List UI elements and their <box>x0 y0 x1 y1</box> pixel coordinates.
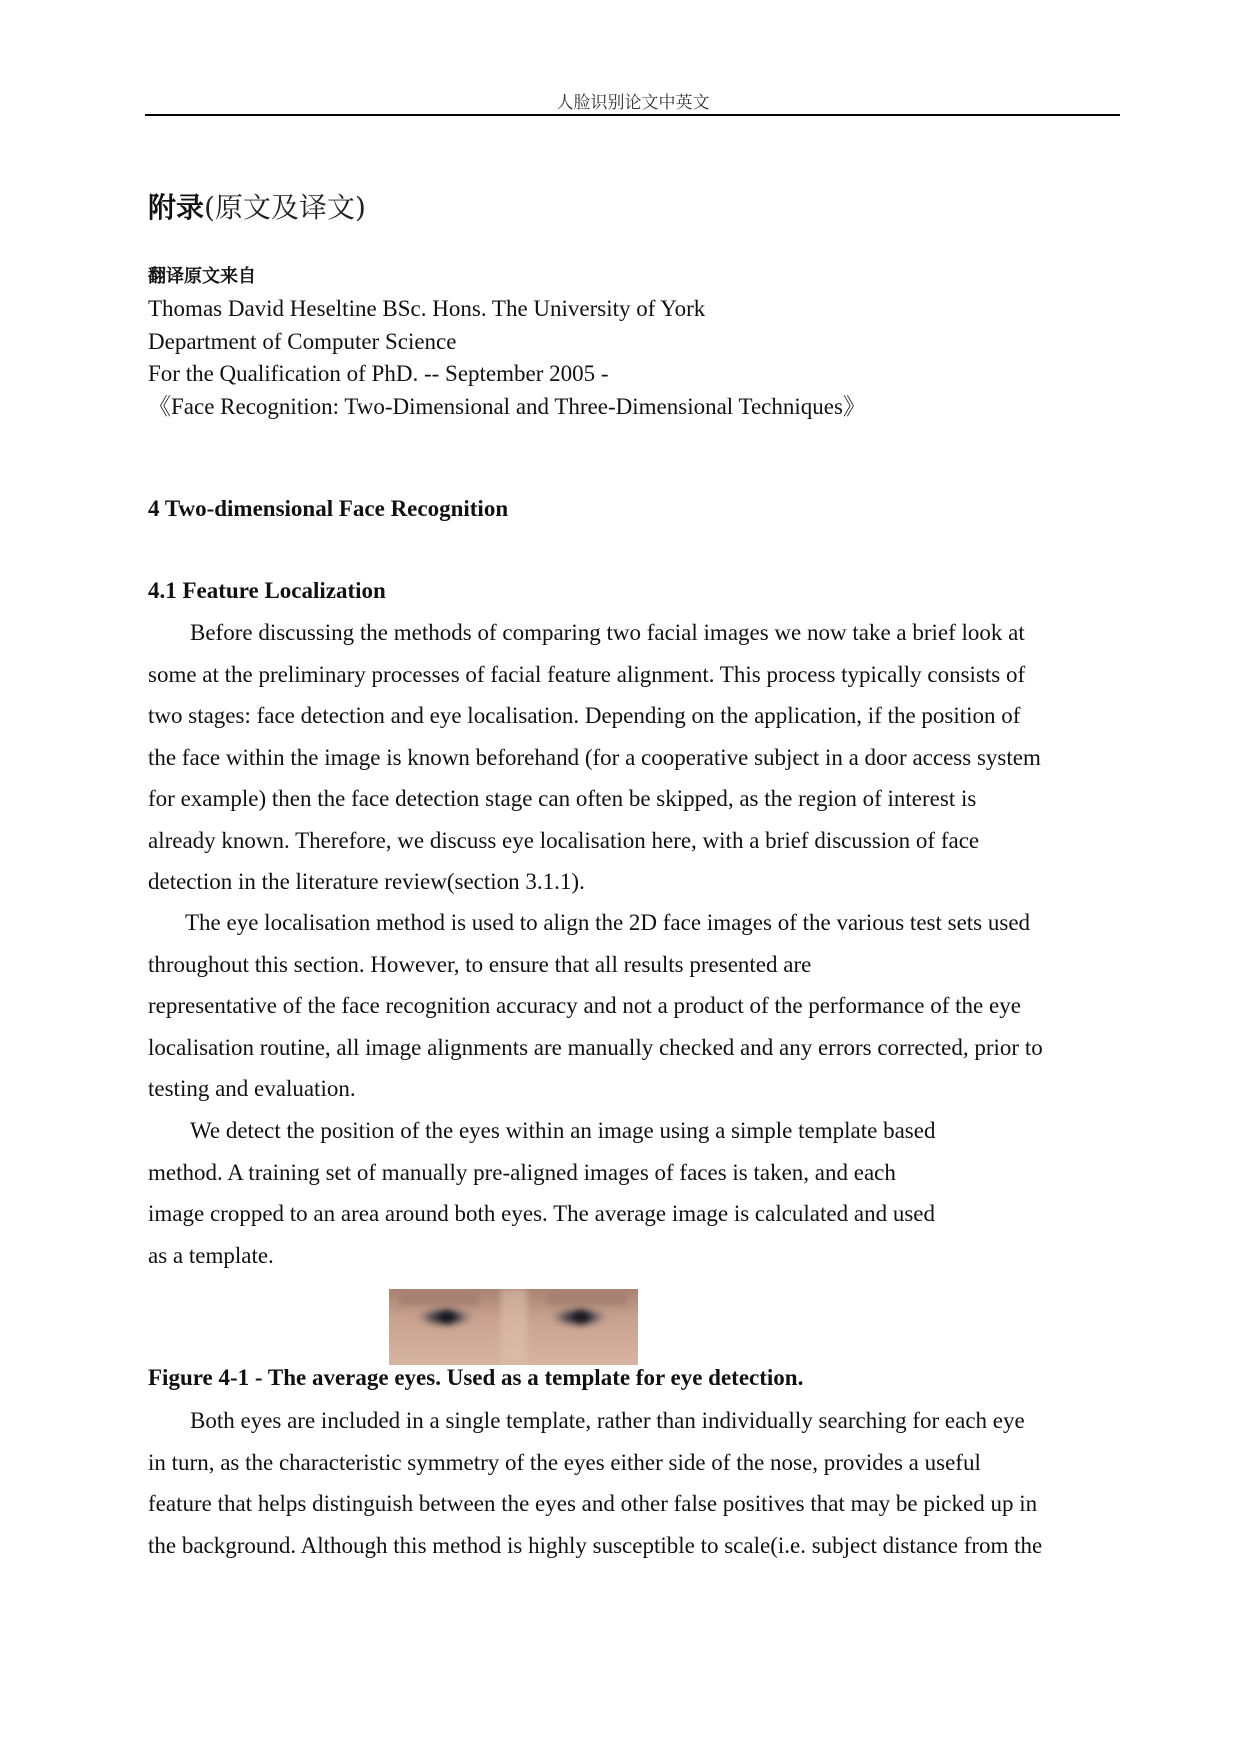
figure-caption: Figure 4-1 - The average eyes. Used as a template for eye detection. <box>148 1365 804 1390</box>
figure-pupil-left <box>437 1309 457 1325</box>
appendix-title <box>148 186 366 226</box>
text-line: feature that helps distinguish between the eyes and other false positives that may be picked up in <box>148 1491 1038 1516</box>
running-header: 人脸识别论文中英文 <box>556 93 710 113</box>
paragraph-4 <box>148 1400 1042 1566</box>
text-line: We detect the position of the eyes within an image using a simple template based <box>190 1118 936 1143</box>
text-line: detection in the literature review(section 3.1.1). <box>148 869 585 894</box>
text-line: method. A training set of manually pre-aligned images of faces is taken, and each <box>148 1159 896 1185</box>
figure-pupil-right <box>571 1309 591 1325</box>
section-heading: 4 Two-dimensional Face Recognition <box>148 496 509 521</box>
citation-line: 《Face Recognition: Two-Dimensional and Three-Dimensional Techniques》 <box>148 393 866 419</box>
text-line: in turn, as the characteristic symmetry of the eyes either side of the nose, provides a useful <box>148 1449 981 1475</box>
citation-line: Department of Computer Science <box>148 328 457 354</box>
text-line: the background. Although this method is highly susceptible to scale(i.e. subject distance from the <box>148 1532 1043 1558</box>
figure-nose-bridge <box>501 1289 527 1365</box>
appendix-title-main: 附录 <box>148 191 205 224</box>
text-line: already known. Therefore, we discuss eye localisation here, with a brief discussion of face <box>148 827 980 853</box>
paragraph-2 <box>148 902 1043 1110</box>
citation-line: Thomas David Heseltine BSc. Hons. The University of York <box>148 296 706 321</box>
source-citation <box>148 293 866 423</box>
text-line: two stages: face detection and eye localisation. Depending on the application, if the position of <box>148 703 1021 728</box>
paragraph-1 <box>148 612 1041 903</box>
appendix-title-sub: (原文及译文) <box>204 191 366 224</box>
figure-brow-right <box>547 1293 627 1305</box>
average-eyes-figure <box>389 1289 638 1365</box>
citation-line: For the Qualification of PhD. -- September 2005 - <box>148 361 609 386</box>
text-line: Both eyes are included in a single template, rather than individually searching for each eye <box>190 1408 1025 1433</box>
paragraph-3 <box>148 1110 935 1276</box>
text-line: the face within the image is known beforehand (for a cooperative subject in a door access system <box>148 744 1041 770</box>
text-line: Before discussing the methods of comparing two facial images we now take a brief look at <box>190 620 1025 645</box>
text-line: for example) then the face detection stage can often be skipped, as the region of interest is <box>148 786 977 811</box>
text-line: throughout this section. However, to ensure that all results presented are <box>148 951 812 977</box>
average-eyes-image <box>389 1289 638 1365</box>
header-rule <box>145 114 1120 116</box>
text-line: The eye localisation method is used to align the 2D face images of the various test sets used <box>185 910 1031 935</box>
figure-brow-left <box>399 1293 479 1305</box>
text-line: localisation routine, all image alignments are manually checked and any errors corrected, prior to <box>148 1034 1043 1060</box>
source-label: 翻译原文来自 <box>148 266 256 287</box>
text-line: testing and evaluation. <box>148 1076 356 1101</box>
text-line: representative of the face recognition accuracy and not a product of the performance of the eye <box>148 993 1021 1018</box>
text-line: some at the preliminary processes of facial feature alignment. This process typically consists of <box>148 661 1026 687</box>
text-line: as a template. <box>148 1242 274 1268</box>
subsection-heading: 4.1 Feature Localization <box>148 578 386 603</box>
text-line: image cropped to an area around both eyes. The average image is calculated and used <box>148 1201 935 1226</box>
